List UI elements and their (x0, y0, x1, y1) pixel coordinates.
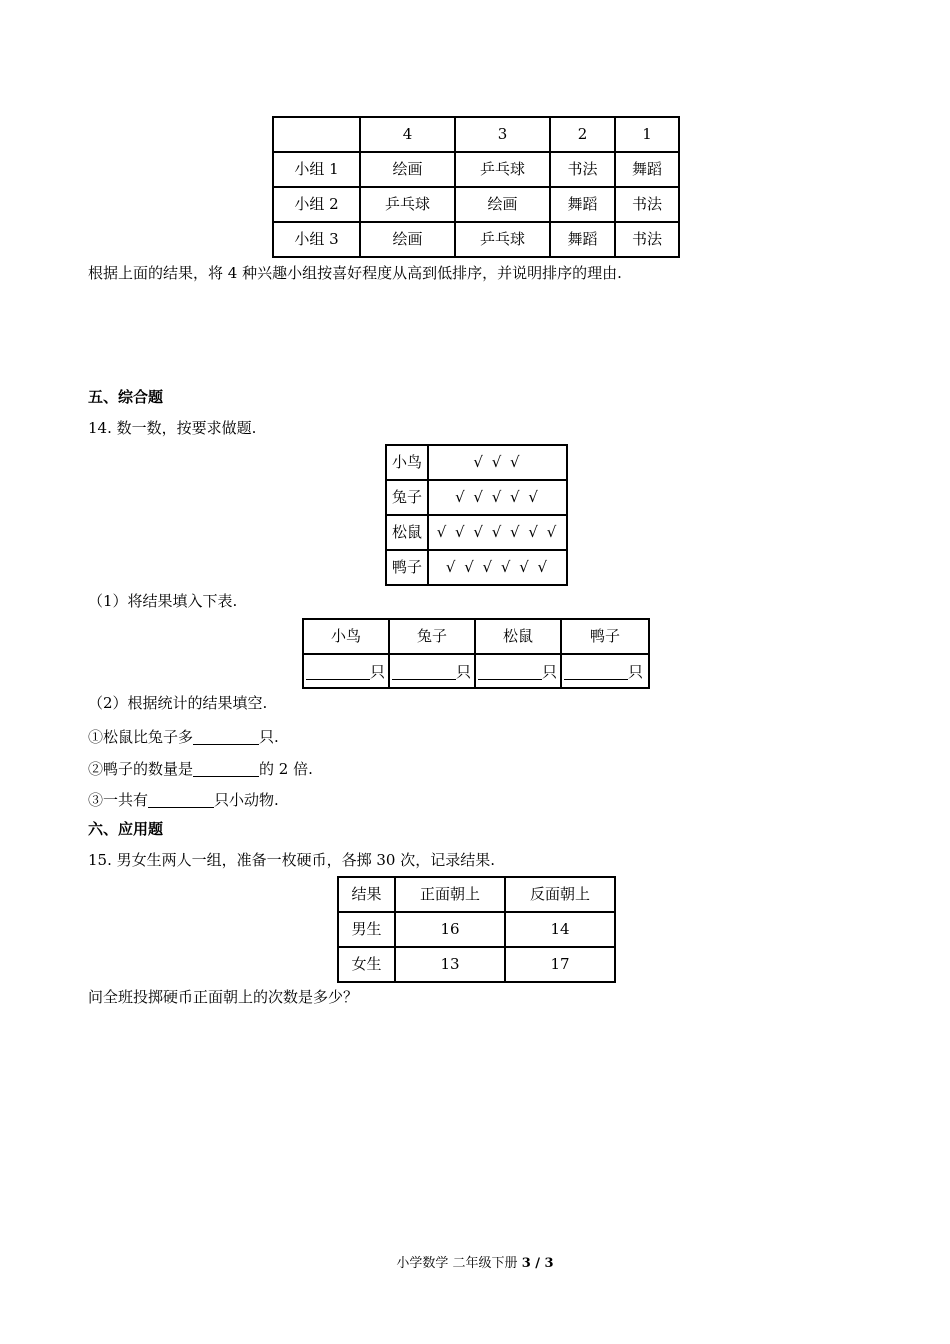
table-cell: 女生 (338, 947, 395, 982)
tally-marks: √ √ √ √ √ (428, 480, 567, 515)
tally-marks: √ √ √ √ √ √ (428, 550, 567, 585)
table-row (273, 152, 679, 187)
table-row (338, 912, 615, 947)
coin-toss-table (337, 876, 616, 983)
table-cell: 绘画 (360, 222, 455, 257)
answer-blank[interactable] (392, 663, 456, 680)
answer-cell-squirrel[interactable] (475, 654, 561, 688)
table-cell: 14 (505, 912, 615, 947)
tally-marks: √ √ √ (428, 445, 567, 480)
table-header-cell: 2 (550, 117, 615, 152)
table-cell: 书法 (550, 152, 615, 187)
answer-blank[interactable] (478, 663, 542, 680)
answer-blank[interactable] (148, 791, 214, 808)
table-row (386, 480, 567, 515)
tally-animal: 松鼠 (386, 515, 428, 550)
table-header-cell: 反面朝上 (505, 877, 615, 912)
table-cell: 小组 2 (273, 187, 360, 222)
unit-label: 只 (370, 662, 386, 681)
table-header-cell: 小鸟 (303, 619, 389, 654)
table-row (386, 515, 567, 550)
question-text: ③一共有 (88, 791, 149, 809)
section-5-title: 五、综合题 (88, 388, 164, 406)
table-cell: 13 (395, 947, 505, 982)
answer-blank[interactable] (193, 760, 259, 777)
table-cell: 书法 (615, 222, 679, 257)
table-cell: 绘画 (455, 187, 550, 222)
question-text: 只. (259, 728, 279, 746)
question-15-ask: 问全班投掷硬币正面朝上的次数是多少？ (88, 988, 359, 1006)
table-header-cell: 鸭子 (561, 619, 649, 654)
table-cell: 小组 1 (273, 152, 360, 187)
question-14-c (88, 791, 279, 808)
fill-in-table (302, 618, 650, 689)
question-14-prompt: 14. 数一数，按要求做题. (88, 419, 257, 437)
answer-cell-bird[interactable] (303, 654, 389, 688)
table-row (386, 550, 567, 585)
unit-label: 只 (628, 662, 644, 681)
table-cell: 17 (505, 947, 615, 982)
tally-table (385, 444, 568, 586)
question-text: 只小动物. (214, 791, 279, 809)
footer-text: 小学数学 二年级下册 (396, 1256, 522, 1271)
answer-blank[interactable] (306, 663, 370, 680)
question-text: 的 2 倍. (259, 760, 313, 778)
table-row (386, 445, 567, 480)
answer-cell-rabbit[interactable] (389, 654, 475, 688)
table-header-cell: 正面朝上 (395, 877, 505, 912)
tally-animal: 兔子 (386, 480, 428, 515)
page-number: 3 / 3 (521, 1256, 554, 1271)
question-15-prompt: 15. 男女生两人一组，准备一枚硬币，各掷 30 次，记录结果. (88, 851, 496, 869)
table-header-cell: 松鼠 (475, 619, 561, 654)
table-cell: 乒乓球 (455, 152, 550, 187)
table-row (338, 947, 615, 982)
question-14-a (88, 728, 279, 745)
question-text: ①松鼠比兔子多 (88, 728, 194, 746)
tally-animal: 小鸟 (386, 445, 428, 480)
table-header-cell (273, 117, 360, 152)
table-cell: 小组 3 (273, 222, 360, 257)
unit-label: 只 (456, 662, 472, 681)
table-row (303, 654, 649, 688)
table-cell: 绘画 (360, 152, 455, 187)
interest-ranking-table (272, 116, 680, 258)
table-row (273, 187, 679, 222)
table-header-cell: 结果 (338, 877, 395, 912)
table-cell: 舞蹈 (615, 152, 679, 187)
tally-animal: 鸭子 (386, 550, 428, 585)
answer-blank[interactable] (193, 728, 259, 745)
table-cell: 乒乓球 (360, 187, 455, 222)
table-header-cell: 兔子 (389, 619, 475, 654)
answer-cell-duck[interactable] (561, 654, 649, 688)
tally-marks: √ √ √ √ √ √ √ (428, 515, 567, 550)
table-cell: 男生 (338, 912, 395, 947)
table-row (273, 222, 679, 257)
table-row (303, 619, 649, 654)
table-header-cell: 4 (360, 117, 455, 152)
table-cell: 舞蹈 (550, 187, 615, 222)
answer-blank[interactable] (564, 663, 628, 680)
table-header-cell: 3 (455, 117, 550, 152)
section-6-title: 六、应用题 (88, 820, 164, 838)
table-cell: 乒乓球 (455, 222, 550, 257)
question-14-part-2: （2）根据统计的结果填空. (88, 694, 268, 712)
question-text: ②鸭子的数量是 (88, 760, 194, 778)
question-14-part-1: （1）将结果填入下表. (88, 592, 238, 610)
table-cell: 舞蹈 (550, 222, 615, 257)
page-footer (0, 1252, 950, 1271)
question-13-prompt: 根据上面的结果，将 4 种兴趣小组按喜好程度从高到低排序，并说明排序的理由. (88, 264, 622, 282)
table-cell: 16 (395, 912, 505, 947)
table-header-cell: 1 (615, 117, 679, 152)
question-14-b (88, 760, 313, 777)
table-row (273, 117, 679, 152)
table-cell: 书法 (615, 187, 679, 222)
unit-label: 只 (542, 662, 558, 681)
table-row (338, 877, 615, 912)
